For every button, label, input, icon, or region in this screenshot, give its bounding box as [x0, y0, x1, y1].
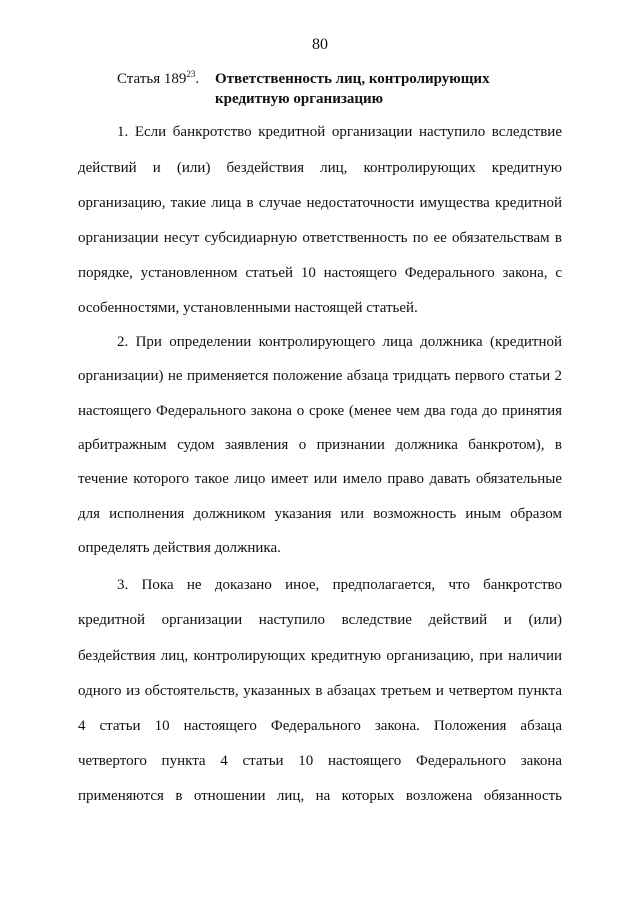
paragraph-line: определять действия должника.: [78, 540, 281, 556]
page-number: 80: [312, 36, 328, 53]
article-label-suffix: .: [195, 71, 200, 87]
article-title: [215, 69, 545, 109]
paragraph-line: одного из обстоятельств, указанных в абзацах третьем и четвертом пункта: [78, 683, 562, 699]
paragraph-line: 1. Если банкротство кредитной организации наступило вследствие: [117, 124, 562, 140]
paragraph-line: бездействия лиц, контролирующих кредитную организацию, при наличии: [78, 648, 562, 664]
paragraph-line: течение которого такое лицо имеет или имело право давать обязательные: [78, 471, 562, 487]
paragraph-line: действий и (или) бездействия лиц, контролирующих кредитную: [78, 160, 562, 176]
paragraph-line: применяются в отношении лиц, на которых возложена обязанность: [78, 788, 562, 804]
paragraph-line: организации) не применяется положение абзаца тридцать первого статьи 2: [78, 368, 562, 384]
paragraph-line: 3. Пока не доказано иное, предполагается, что банкротство: [117, 577, 562, 593]
paragraph-line: настоящего Федерального закона о сроке (менее чем два года до принятия: [78, 403, 562, 419]
paragraph-line: организацию, такие лица в случае недостаточности имущества кредитной: [78, 195, 562, 211]
paragraph-line: 2. При определении контролирующего лица должника (кредитной: [117, 334, 562, 350]
paragraph-line: 4 статьи 10 настоящего Федерального закона. Положения абзаца: [78, 718, 562, 734]
paragraph-line: кредитной организации наступило вследствие действий и (или): [78, 612, 562, 628]
article-title-line: Ответственность лиц, контролирующих: [215, 71, 490, 87]
paragraph-line: порядке, установленном статьей 10 настоящего Федерального закона, с: [78, 265, 562, 281]
article-title-line: кредитную организацию: [215, 91, 384, 107]
paragraph-line: организации несут субсидиарную ответственность по ее обязательствам в: [78, 230, 562, 246]
article-label-superscript: 23: [186, 69, 196, 79]
paragraph-line: для исполнения должником указания или возможность иным образом: [78, 506, 562, 522]
article-label-text: Статья 189: [117, 71, 187, 87]
paragraph-line: особенностями, установленными настоящей статьей.: [78, 300, 418, 316]
article-label: [117, 69, 199, 89]
paragraph-line: арбитражным судом заявления о признании должника банкротом), в: [78, 437, 562, 453]
paragraph-line: четвертого пункта 4 статьи 10 настоящего Федерального закона: [78, 753, 562, 769]
